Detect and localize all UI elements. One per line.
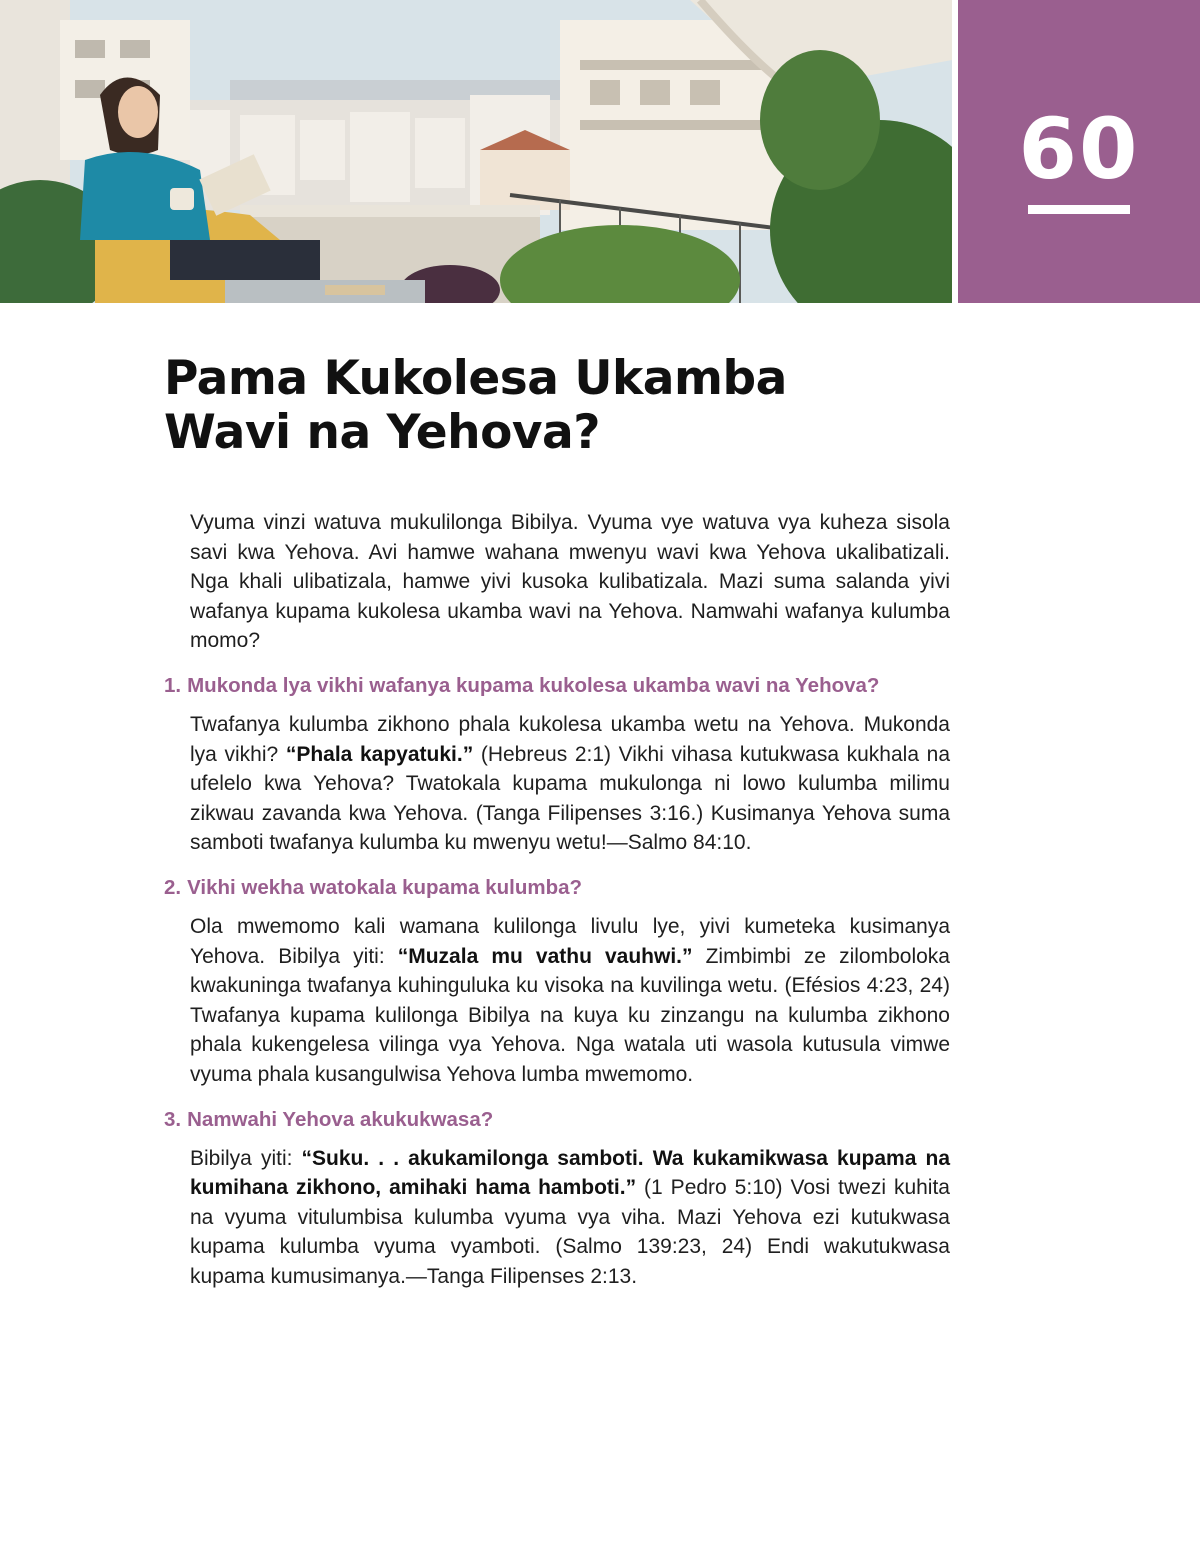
body-text: (1 Pedro 5:10) Vosi twezi kuhita na vyuma vitulumbisa kulumba vyuma vya viha. Mazi Yehova ezi kutukwasa kupama kulumba vyuma vyamboti. (Salmo 139:23, 24) Endi wakutukwasa kupama kumusimanya.—Tanga Filipenses 2:13. [190,1176,950,1288]
section-number: 3. [164,1107,182,1131]
section-number: 2. [164,875,182,899]
body-text: (Hebreus 2:1) Vikhi vihasa kutukwasa kukhala na ufelelo kwa Yehova? Twatokala kupama mukulonga ni lowo kulumba milimu zikwau zavanda kwa Yehova. (Tanga Filipenses 3:16.) Kusimanya Yehova suma samboti twafanya kulumba ku mwenyu wetu!—Salmo 84:10. [190,742,951,855]
scripture-quote: “Phala kapyatuki.” [285,742,474,766]
body-text: Ola mwemomo kali wamana kulilonga livulu lye, yivi kumeteka kusimanya Yehova. Bibilya yiti: [190,914,950,968]
section-question: Vikhi wekha watokala kupama kulumba? [187,875,583,899]
page-title-line-2: Wavi na Yehova? [164,405,600,460]
section-2 [164,874,950,1090]
intro-paragraph: Vyuma vinzi watuva mukulilonga Bibilya. Vyuma vye watuva vya kuheza sisola savi kwa Yehova. Avi hamwe wahana mwenyu wavi kwa Yehova ukalibatizali. Nga khali ulibatizala, hamwe yivi kusoka kulibatizala. Mazi suma salanda yivi wafanya kupama kukolesa ukamba wavi na Yehova. Namwahi wafanya kulumba momo? [190,511,950,653]
section-heading [164,874,950,902]
section-1 [164,672,950,858]
section-3 [164,1106,950,1292]
page-title-line-1: Pama Kukolesa Ukamba [164,351,787,406]
section-number: 1. [164,673,182,697]
body-text: Zimbimbi ze zilomboloka kwakuninga twafanya kuhinguluka ku visoka na kuvilinga wetu. (Efésios 4:23, 24) Twafanya kupama kulilonga Bibilya na kuya ku zinzangu na kulumba zikhono phala kukengelesa vilinga vya Yehova. Nga watala uti wasola kutusula vimwe vyuma phala kusangulwisa Yehova lumba mwemomo. [190,944,950,1086]
scripture-quote: “Suku. . . akukamilonga samboti. Wa kukamikwasa kupama na kumihana zikhono, amihaki hama hamboti.” [190,1146,951,1200]
balcony-scene-illustration [0,0,952,303]
section-question: Mukonda lya vikhi wafanya kupama kukolesa ukamba wavi na Yehova? [187,673,880,697]
lesson-number-box [958,0,1200,303]
section-question: Namwahi Yehova akukukwasa? [187,1107,494,1131]
scripture-quote: “Muzala mu vathu vauhwi.” [397,944,693,968]
page-title [164,352,864,460]
section-paragraph [190,912,950,1090]
lesson-content [164,508,950,1291]
section-heading [164,1106,950,1134]
hero-photo [0,0,952,303]
lesson-number: 60 [1018,100,1140,198]
body-text: Bibilya yiti: [190,1146,302,1170]
section-paragraph [190,710,950,858]
section-paragraph [190,1144,950,1292]
section-heading [164,672,950,700]
lesson-number-underline [1028,205,1130,214]
body-text: Twafanya kulumba zikhono phala kukolesa ukamba wetu na Yehova. Mukonda lya vikhi? [190,712,950,766]
